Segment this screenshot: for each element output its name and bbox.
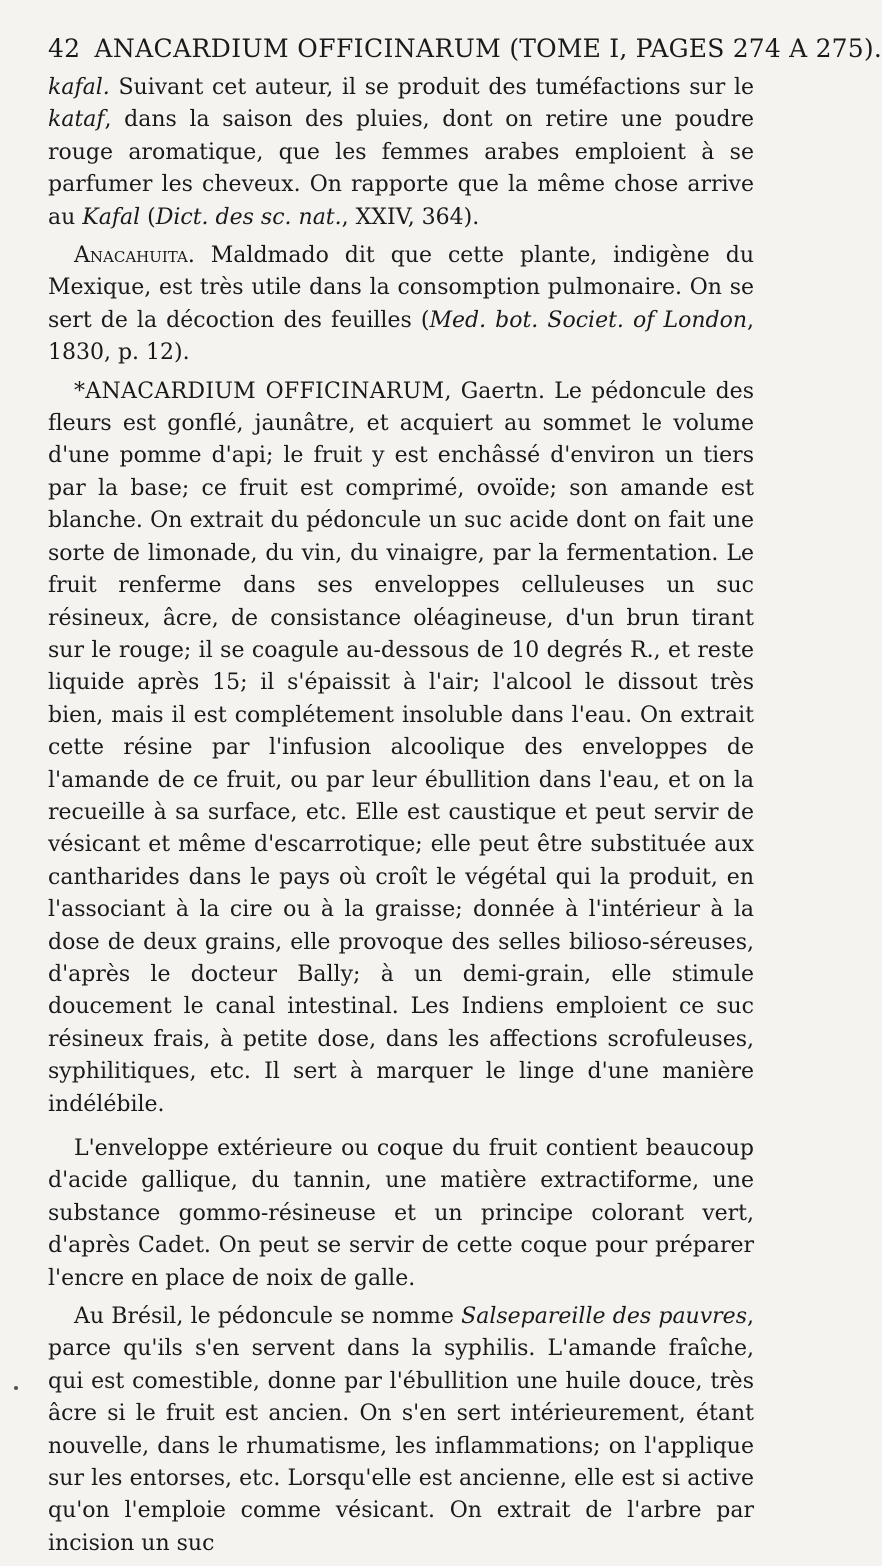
paragraph-anacahuita xyxy=(48,240,754,370)
text-span: ( xyxy=(140,204,156,230)
italic-citation: Med. bot. Societ. of London xyxy=(429,307,747,333)
running-reference: (TOME I, PAGES 274 A 275). xyxy=(509,34,882,63)
paragraph-enveloppe xyxy=(48,1133,754,1295)
italic-citation: Dict. des sc. nat. xyxy=(155,204,342,230)
entry-heading: *ANACARDIUM OFFICINARUM xyxy=(74,378,445,404)
text-span: , dans la saison des pluies, dont on retire une poudre rouge aromatique, que les femmes arabes emploient à se parfumer les cheveux. On rapporte que la même chose arrive au xyxy=(48,107,754,230)
running-head xyxy=(48,34,882,64)
entry-heading: Anacahuita. xyxy=(74,243,195,269)
text-span: Maldmado dit que cette plante, indigène du Mexique, est très utile dans la consomption pulmonaire. On se sert de la décoction des feuilles ( xyxy=(48,243,754,333)
text-span: Au Brésil, le pédoncule se nomme xyxy=(74,1304,462,1330)
italic-term: kafal. xyxy=(48,75,110,100)
italic-term: Salsepareille des pauvres xyxy=(461,1304,747,1330)
running-title: ANACARDIUM OFFICINARUM xyxy=(94,34,502,63)
body-text xyxy=(48,72,754,1560)
text-span: L'enveloppe extérieure ou coque du fruit contient beaucoup d'acide gallique, du tannin, une matière extractiforme, une substance gommo-résineuse et un principe colorant vert, d'après Cadet. On peut se servir de cette coque pour préparer l'encre en place de noix de galle. xyxy=(48,1136,754,1291)
italic-term: Kafal xyxy=(82,204,141,230)
italic-term: kataf xyxy=(48,107,105,133)
page-number: 42 xyxy=(48,34,81,63)
paragraph-bresil xyxy=(48,1301,754,1560)
paragraph-kafal xyxy=(48,72,754,234)
text-span: , Gaertn. Le pédoncule des fleurs est gonflé, jaunâtre, et acquiert au sommet le volume d'une pomme d'api; le fruit y est enchâssé d'environ un tiers par la base; ce fruit est comprimé, ovoïde; son amande est blanche. On extrait du pédoncule un suc acide dont on fait une sorte de limonade, du vin, du vinaigre, par la fermentation. Le fruit renferme dans ses enveloppes celluleuses un suc résineux, âcre, de consistance oléagineuse, d'un brun tirant sur le rouge; il se coagule au-dessous de 10 degrés R., et reste liquide après 15; il s'épaissit à l'air; l'alcool le dissout très bien, mais il est complétement insoluble dans l'eau. On extrait cette résine par l'infusion alcoolique des enveloppes de l'amande de ce fruit, ou par leur ébullition dans l'eau, et on la recueille à sa surface, etc. Elle est caustique et peut servir de vésicant et même d'escarrotique; elle peut être substituée aux cantharides dans le pays où croît le végétal qui la produit, en l'associant à la cire ou à la graisse; donnée à l'intérieur à la dose de deux grains, elle provoque des selles bilioso-séreuses, d'après le docteur Bally; à un demi-grain, elle stimule doucement le canal intestinal. Les Indiens emploient ce suc résineux frais, à petite dose, dans les affections scrofuleuses, syphilitiques, etc. Il sert à marquer le linge d'une manière indélébile. xyxy=(48,378,754,1117)
margin-speck xyxy=(14,1386,18,1390)
text-span: , XXIV, 364). xyxy=(341,204,480,230)
text-span: Suivant cet auteur, il se produit des tuméfactions sur le xyxy=(109,75,754,100)
text-span: , 1830, p. 12). xyxy=(48,307,754,366)
text-span: , parce qu'ils s'en servent dans la syphilis. L'amande fraîche, qui est comestible, donne par l'ébullition une huile douce, très âcre si le fruit est ancien. On s'en sert intérieurement, étant nouvelle, dans le rhumatisme, les inflammations; on l'applique sur les entorses, etc. Lorsqu'elle est ancienne, elle est si active qu'on l'emploie comme vésicant. On extrait de l'arbre par incision un suc xyxy=(48,1304,754,1556)
book-page xyxy=(48,34,882,1566)
paragraph-anacardium xyxy=(48,376,754,1121)
